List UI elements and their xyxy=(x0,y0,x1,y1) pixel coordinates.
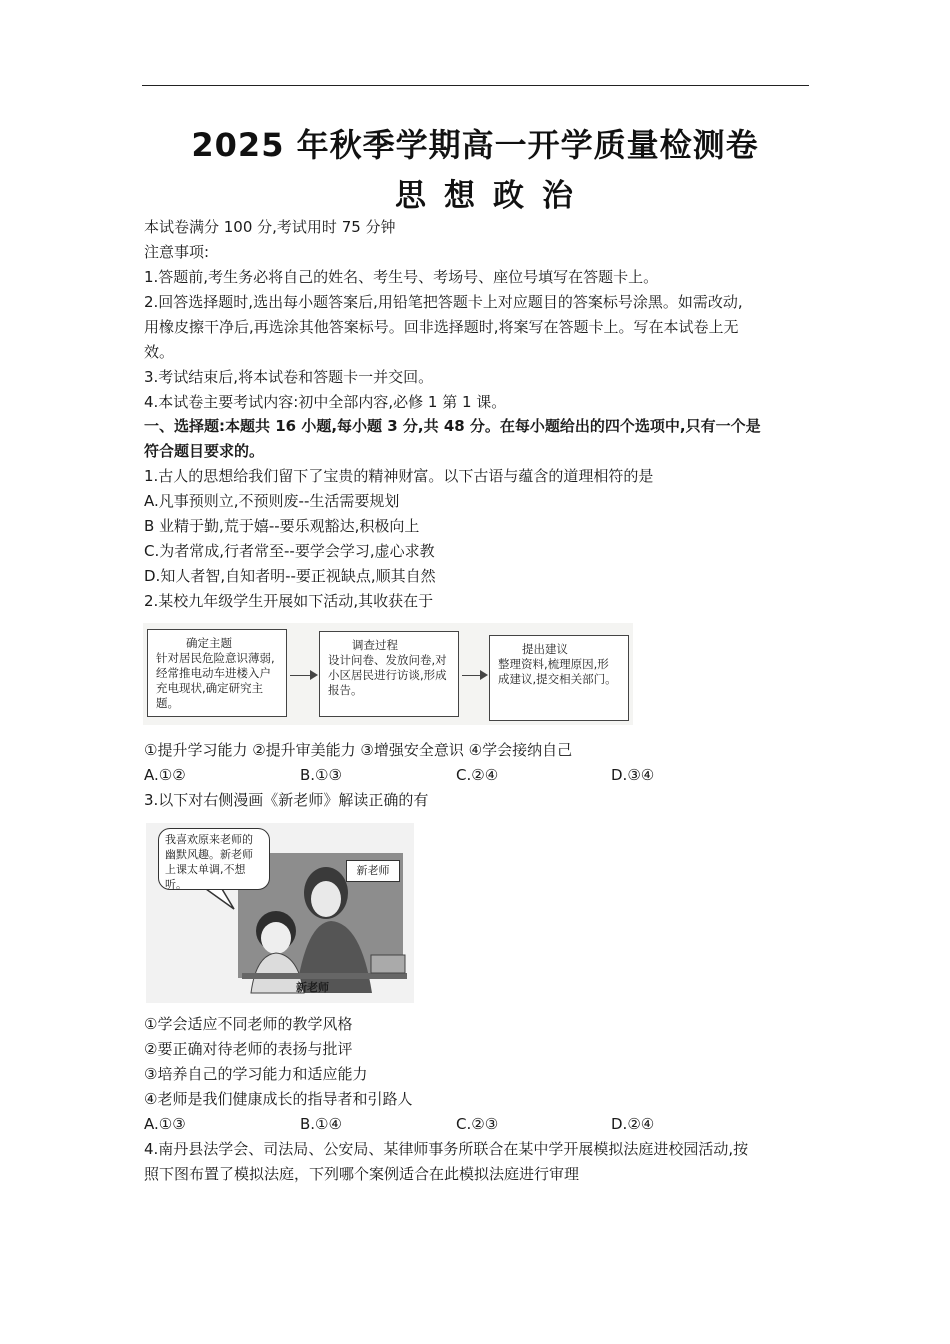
q2-statements: ①提升学习能力 ②提升审美能力 ③增强安全意识 ④学会接纳自己 xyxy=(144,741,573,759)
section-heading: 一、选择题:本题共 16 小题,每小题 3 分,共 48 分。在每小题给出的四个选项中,只有一个是 xyxy=(144,417,761,435)
q1-option-d: D.知人者智,自知者明--要正视缺点,顺其自然 xyxy=(144,567,436,585)
flow-step-2 xyxy=(319,631,459,717)
section-heading-cont: 符合题目要求的。 xyxy=(144,442,265,460)
flow-arrow xyxy=(290,675,316,676)
q3-option-d: D.②④ xyxy=(611,1115,655,1133)
header-rule xyxy=(142,85,809,86)
flow-step-3-body: 整理资料,梳理原因,形成建议,提交相关部门。 xyxy=(498,657,617,686)
speech-bubble: 我喜欢原来老师的幽默风趣。新老师上课太单调,不想听。 xyxy=(158,828,270,890)
q3-statement-2: ②要正确对待老师的表扬与批评 xyxy=(144,1040,353,1058)
notice-item: 效。 xyxy=(144,343,175,361)
q2-flowchart xyxy=(143,623,633,725)
subject-title: 思想政治 xyxy=(395,178,591,214)
flow-arrow xyxy=(462,675,486,676)
flow-step-1-body: 针对居民危险意识薄弱,经常推电动车进楼入户充电现状,确定研究主题。 xyxy=(156,651,275,710)
q2-option-a: A.①② xyxy=(144,766,186,784)
notice-item: 3.考试结束后,将本试卷和答题卡一并交回。 xyxy=(144,368,434,386)
q3-option-b: B.①④ xyxy=(300,1115,342,1133)
q3-statement-4: ④老师是我们健康成长的指导者和引路人 xyxy=(144,1090,413,1108)
q4-stem: 4.南丹县法学会、司法局、公安局、某律师事务所联合在某中学开展模拟法庭进校园活动,按 xyxy=(144,1140,749,1158)
q1-stem: 1.古人的思想给我们留下了宝贵的精神财富。以下古语与蕴含的道理相符的是 xyxy=(144,467,654,485)
flow-step-3-head: 提出建议 xyxy=(522,642,568,656)
flow-step-3 xyxy=(489,635,629,721)
cartoon-caption: 新老师 xyxy=(296,981,329,994)
q1-option-b: B 业精于勤,荒于嬉--要乐观豁达,积极向上 xyxy=(144,517,420,535)
q2-option-d: D.③④ xyxy=(611,766,655,784)
q1-option-c: C.为者常成,行者常至--要学会学习,虚心求教 xyxy=(144,542,435,560)
flow-step-1-head: 确定主题 xyxy=(186,636,232,650)
q1-option-a: A.凡事预则立,不预则废--生活需要规划 xyxy=(144,492,400,510)
q3-statement-3: ③培养自己的学习能力和适应能力 xyxy=(144,1065,368,1083)
notice-item: 用橡皮擦干净后,再选涂其他答案标号。回非选择题时,将案写在答题卡上。写在本试卷上无 xyxy=(144,318,739,336)
notice-item: 4.本试卷主要考试内容:初中全部内容,必修 1 第 1 课。 xyxy=(144,393,507,411)
q3-statement-1: ①学会适应不同老师的教学风格 xyxy=(144,1015,353,1033)
q3-cartoon xyxy=(146,823,414,1003)
q2-stem: 2.某校九年级学生开展如下活动,其收获在于 xyxy=(144,592,434,610)
cartoon-sign: 新老师 xyxy=(346,860,400,882)
exam-title: 2025 年秋季学期高一开学质量检测卷 xyxy=(191,126,759,164)
q3-option-a: A.①③ xyxy=(144,1115,186,1133)
flow-step-2-head: 调查过程 xyxy=(352,638,398,652)
notice-item: 1.答题前,考生务必将自己的姓名、考生号、考场号、座位号填写在答题卡上。 xyxy=(144,268,659,286)
notice-item: 2.回答选择题时,选出每小题答案后,用铅笔把答题卡上对应题目的答案标号涂黑。如需改动, xyxy=(144,293,743,311)
exam-info: 本试卷满分 100 分,考试用时 75 分钟 xyxy=(144,218,396,236)
notice-heading: 注意事项: xyxy=(144,243,210,261)
q2-option-c: C.②④ xyxy=(456,766,499,784)
flow-step-2-body: 设计问卷、发放问卷,对小区居民进行访谈,形成报告。 xyxy=(328,653,447,697)
flow-step-1 xyxy=(147,629,287,717)
q3-option-c: C.②③ xyxy=(456,1115,499,1133)
q2-option-b: B.①③ xyxy=(300,766,342,784)
q3-stem: 3.以下对右侧漫画《新老师》解读正确的有 xyxy=(144,791,429,809)
q4-stem-cont: 照下图布置了模拟法庭，下列哪个案例适合在此模拟法庭进行审理 xyxy=(144,1165,580,1183)
